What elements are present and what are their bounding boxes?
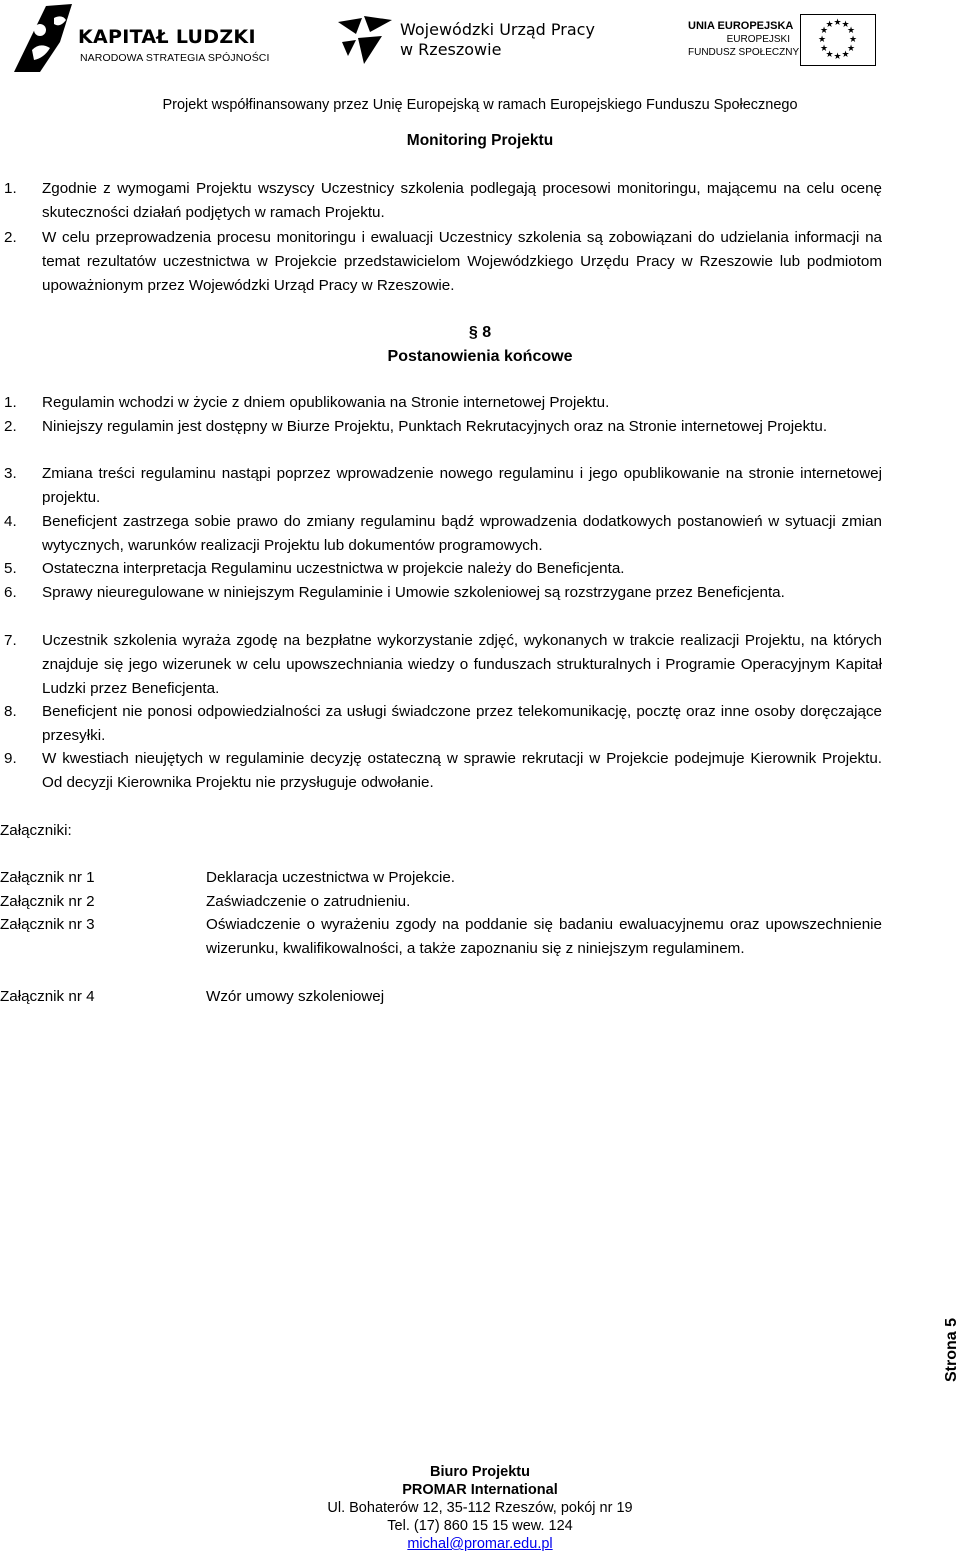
provision-item	[4, 747, 882, 795]
page-number-text: Strona 5	[943, 1317, 960, 1383]
kapital-ludzki-subtitle: NARODOWA STRATEGIA SPÓJNOŚCI	[80, 52, 270, 64]
item-text: Niniejszy regulamin jest dostępny w Biurze Projektu, Punktach Rekrutacyjnych oraz na Stronie internetowej Projektu.	[42, 418, 828, 435]
svg-text:★: ★	[817, 35, 827, 45]
footer-email-wrap	[0, 1535, 960, 1554]
attachment-label: Załącznik nr 1	[0, 869, 95, 886]
item-number: 6.	[4, 584, 17, 601]
eu-label-line1: UNIA EUROPEJSKA	[688, 20, 794, 32]
svg-text:★: ★	[819, 44, 829, 54]
item-text: Regulamin wchodzi w życie z dniem opublikowania na Stronie internetowej Projektu.	[42, 394, 610, 411]
attachment-label: Załącznik nr 3	[0, 916, 95, 933]
eu-label-line3: FUNDUSZ SPOŁECZNY	[688, 47, 800, 58]
svg-text:★: ★	[841, 50, 850, 60]
item-number: 5.	[4, 560, 17, 577]
cofinancing-note: Projekt współfinansowany przez Unię Europejską w ramach Europejskiego Funduszu Społecznego	[162, 97, 798, 113]
item-number: 9.	[4, 750, 17, 767]
footer-address: Ul. Bohaterów 12, 35-112 Rzeszów, pokój nr 19	[327, 1500, 633, 1516]
footer-office: Biuro Projektu	[430, 1464, 530, 1480]
svg-text:★: ★	[848, 35, 858, 45]
item-text: Sprawy nieuregulowane w niniejszym Regulaminie i Umowie szkoleniowej są rozstrzygane przez Beneficjenta.	[42, 584, 785, 601]
provision-item	[4, 510, 882, 558]
attachment-description: Zaświadczenie o zatrudnieniu.	[206, 893, 411, 910]
svg-text:★: ★	[825, 20, 834, 30]
wup-name-line1: Wojewódzki Urząd Pracy	[400, 20, 595, 39]
wup-name-line2: w Rzeszowie	[400, 40, 502, 59]
item-number: 2.	[4, 418, 17, 435]
attachments-label: Załączniki:	[0, 822, 72, 839]
svg-text:★: ★	[846, 26, 856, 36]
footer-email-link[interactable]: michal@promar.edu.pl	[407, 1536, 553, 1552]
item-number: 7.	[4, 632, 17, 649]
wup-name	[400, 20, 595, 60]
svg-text:★: ★	[825, 50, 834, 60]
monitoring-item	[4, 226, 882, 298]
attachment-label: Załącznik nr 2	[0, 893, 95, 910]
attachment-row	[0, 890, 882, 914]
svg-text:★: ★	[841, 20, 850, 30]
wup-logo-icon	[334, 12, 396, 68]
attachment-description: Deklaracja uczestnictwa w Projekcie.	[206, 869, 455, 886]
item-number: 3.	[4, 465, 17, 482]
monitoring-title: Monitoring Projektu	[406, 132, 554, 149]
section-title: Postanowienia końcowe	[387, 348, 573, 365]
item-number: 2.	[4, 229, 17, 246]
svg-text:★: ★	[833, 18, 842, 28]
attachment-label: Załącznik nr 4	[0, 988, 95, 1005]
item-text: Zmiana treści regulaminu nastąpi poprzez wprowadzenie nowego regulaminu i jego opublikowanie na stronie internetowej projektu.	[42, 465, 882, 506]
provision-item	[4, 700, 882, 748]
attachment-description: Oświadczenie o wyrażeniu zgody na poddanie się badaniu ewaluacyjnemu oraz upowszechnienie wizerunku, kwalifikowalności, a także zapoznaniu się z niniejszym regulaminem.	[206, 916, 882, 957]
provision-item	[4, 391, 882, 415]
item-text: Beneficjent zastrzega sobie prawo do zmiany regulaminu bądź wprowadzenia dodatkowych postanowień w sytuacji zmian wytycznych, warunków realizacji Projektu lub dokumentów programowych.	[42, 513, 882, 554]
item-number: 1.	[4, 394, 17, 411]
provision-item	[4, 462, 882, 510]
item-text: W celu przeprowadzenia procesu monitoringu i ewaluacji Uczestnicy szkolenia są zobowiązani do udzielania informacji na temat rezultatów uczestnictwa w Projekcie przedstawicielom Wojewódzkiego Urzędu Pracy w Rzeszowie lub podmiotom upoważnionym przez Wojewódzki Urząd Pracy w Rzeszowie.	[42, 229, 882, 294]
provision-item	[4, 415, 882, 439]
kapital-ludzki-emblem-icon	[10, 2, 76, 74]
attachment-row	[0, 913, 882, 961]
kapital-ludzki-title: KAPITAŁ LUDZKI	[78, 26, 256, 48]
svg-text:★: ★	[819, 26, 829, 36]
item-text: Zgodnie z wymogami Projektu wszyscy Uczestnicy szkolenia podlegają procesowi monitoringu, mającemu na celu ocenę skuteczności działań podjętych w ramach Projektu.	[42, 180, 882, 221]
svg-text:★: ★	[846, 44, 856, 54]
svg-text:★: ★	[833, 52, 842, 62]
page-number-label	[930, 1300, 960, 1400]
footer-phone: Tel. (17) 860 15 15 wew. 124	[387, 1518, 573, 1534]
provision-item	[4, 581, 882, 605]
item-number: 8.	[4, 703, 17, 720]
item-number: 1.	[4, 180, 17, 197]
section-number: § 8	[468, 324, 492, 341]
eu-label-line2: EUROPEJSKI	[726, 34, 790, 45]
item-text: Beneficjent nie ponosi odpowiedzialności za usługi świadczone przez telekomunikację, pocztę oraz inne osoby doręczające przesyłki.	[42, 703, 882, 744]
eu-flag-icon	[800, 14, 876, 66]
item-text: Uczestnik szkolenia wyraża zgodę na bezpłatne wykorzystanie zdjęć, wykonanych w trakcie realizacji Projektu, na których znajduje się jego wizerunek w celu upowszechniania wiedzy o funduszach strukturalnych i Programie Operacyjnym Kapitał Ludzki przez Beneficjenta.	[42, 632, 882, 697]
provision-item	[4, 629, 882, 701]
monitoring-item	[4, 177, 882, 225]
attachment-description: Wzór umowy szkoleniowej	[206, 988, 385, 1005]
attachment-row	[0, 985, 882, 1009]
attachment-row	[0, 866, 882, 890]
item-number: 4.	[4, 513, 17, 530]
item-text: W kwestiach nieujętych w regulaminie decyzję ostateczną w sprawie rekrutacji w Projekcie podejmuje Kierownik Projektu. Od decyzji Kierownika Projektu nie przysługuje odwołanie.	[42, 750, 882, 791]
provision-item	[4, 557, 882, 581]
item-text: Ostateczna interpretacja Regulaminu uczestnictwa w projekcie należy do Beneficjenta.	[42, 560, 625, 577]
footer-company: PROMAR International	[402, 1482, 558, 1498]
